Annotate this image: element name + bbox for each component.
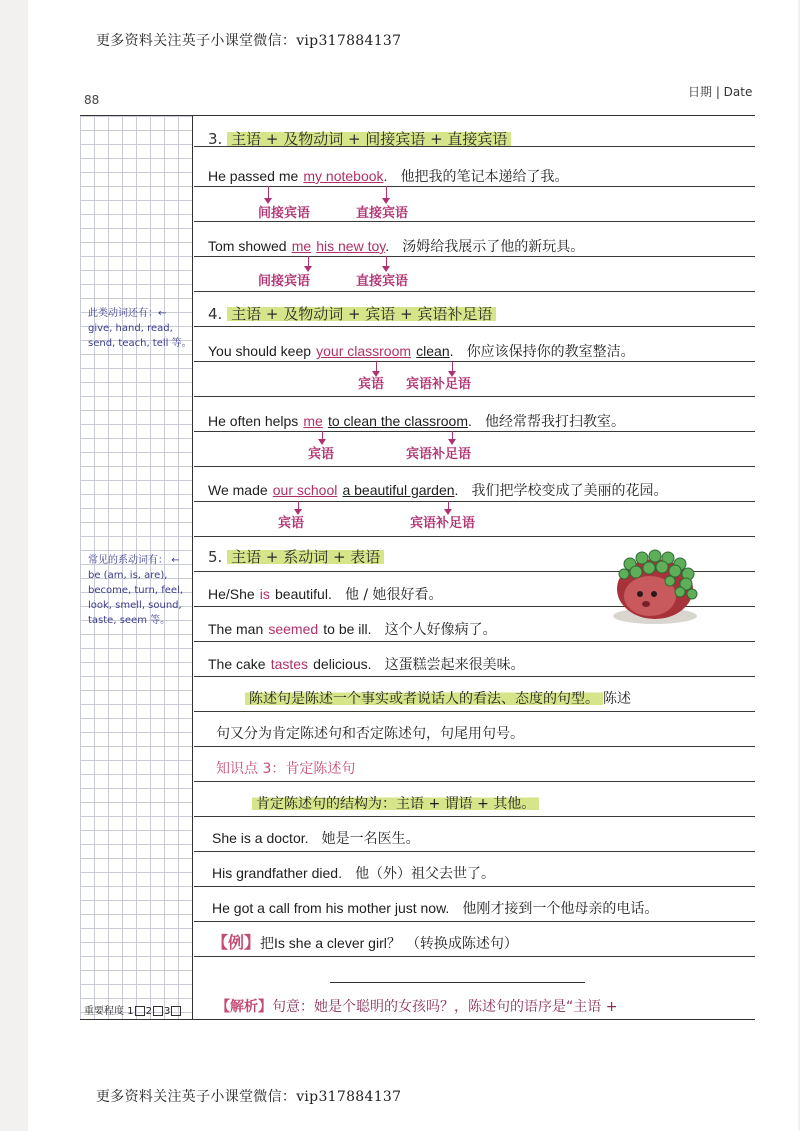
section5-example1: He/She is beautiful. 他 / 她很好看。 xyxy=(208,586,443,603)
label-object-2: 宾语 xyxy=(308,447,335,462)
example-question: 【例】把Is she a clever girl？ （转换成陈述句） xyxy=(212,933,518,952)
statement-definition-line2: 句又分为肯定陈述句和否定陈述句，句尾用句号。 xyxy=(216,726,524,742)
hedgehog-illustration xyxy=(600,534,710,629)
section3-example2: Tom showed me his new toy. 汤姆给我展示了他的新玩具。 xyxy=(208,238,585,255)
sidebar-note-linking-verbs: 常见的系动词有： ← be (am, is, are), become, turn, feel, look, smell, sound, taste, seem 等。 xyxy=(88,555,184,626)
section3-example1: He passed me my notebook. 他把我的笔记本递给了我。 xyxy=(208,168,569,185)
notebook-area xyxy=(80,115,755,1020)
knowledge-example-2: His grandfather died. 他（外）祖父去世了。 xyxy=(212,865,496,882)
section5-example2: The man seemed to be ill. 这个人好像病了。 xyxy=(208,621,497,638)
answer-blank-line xyxy=(330,982,585,983)
label-indirect-object: 间接宾语 xyxy=(258,206,311,221)
knowledge-example-3: He got a call from his mother just now. 他刚才接到一个他母亲的电话。 xyxy=(212,900,659,917)
section4-example1: You should keep your classroom clean. 你应该保持你的教室整洁。 xyxy=(208,343,635,360)
label-object-complement-2: 宾语补足语 xyxy=(406,447,472,462)
page-number: 88 xyxy=(84,93,100,107)
knowledge-example-1: She is a doctor. 她是一名医生。 xyxy=(212,830,420,847)
label-direct-object: 直接宾语 xyxy=(356,206,409,221)
section4-title: 4. 主语 + 及物动词 + 宾语 + 宾语补足语 xyxy=(208,303,496,324)
label-object-complement-3: 宾语补足语 xyxy=(410,516,476,531)
statement-definition: 陈述句是陈述一个事实或者说话人的看法、态度的句型。 陈述 xyxy=(245,688,631,708)
section4-example2: He often helps me to clean the classroom. 他经常帮我打扫教室。 xyxy=(208,413,625,430)
sidebar-note-verbs: 此类动词还有：← give, hand, read, send, teach, tell 等。 xyxy=(88,308,192,349)
label-object-complement: 宾语补足语 xyxy=(406,377,472,392)
analysis-line: 【解析】句意：她是个聪明的女孩吗？，陈述句的语序是“主语 + xyxy=(216,999,618,1015)
importance-rating: 重要程度 1 2 3 xyxy=(84,1002,182,1017)
structure-definition: 肯定陈述句的结构为：主语 + 谓语 + 其他。 xyxy=(252,793,539,813)
section5-title: 5. 主语 + 系动词 + 表语 xyxy=(208,546,384,567)
watermark-top: 更多资料关注英子小课堂微信：vip317884137 xyxy=(96,33,402,49)
section5-example3: The cake tastes delicious. 这蛋糕尝起来很美味。 xyxy=(208,656,525,673)
watermark-bottom: 更多资料关注英子小课堂微信：vip317884137 xyxy=(96,1089,402,1105)
label-object-3: 宾语 xyxy=(278,516,305,531)
label-object: 宾语 xyxy=(358,377,385,392)
label-direct-object-2: 直接宾语 xyxy=(356,274,409,289)
label-indirect-object-2: 间接宾语 xyxy=(258,274,311,289)
section4-example3: We made our school a beautiful garden. 我们把学校变成了美丽的花园。 xyxy=(208,482,668,499)
knowledge-point-title: 知识点 3：肯定陈述句 xyxy=(216,761,356,777)
date-label: 日期 | Date xyxy=(688,85,753,99)
section3-title: 3. 主语 + 及物动词 + 间接宾语 + 直接宾语 xyxy=(208,128,511,149)
